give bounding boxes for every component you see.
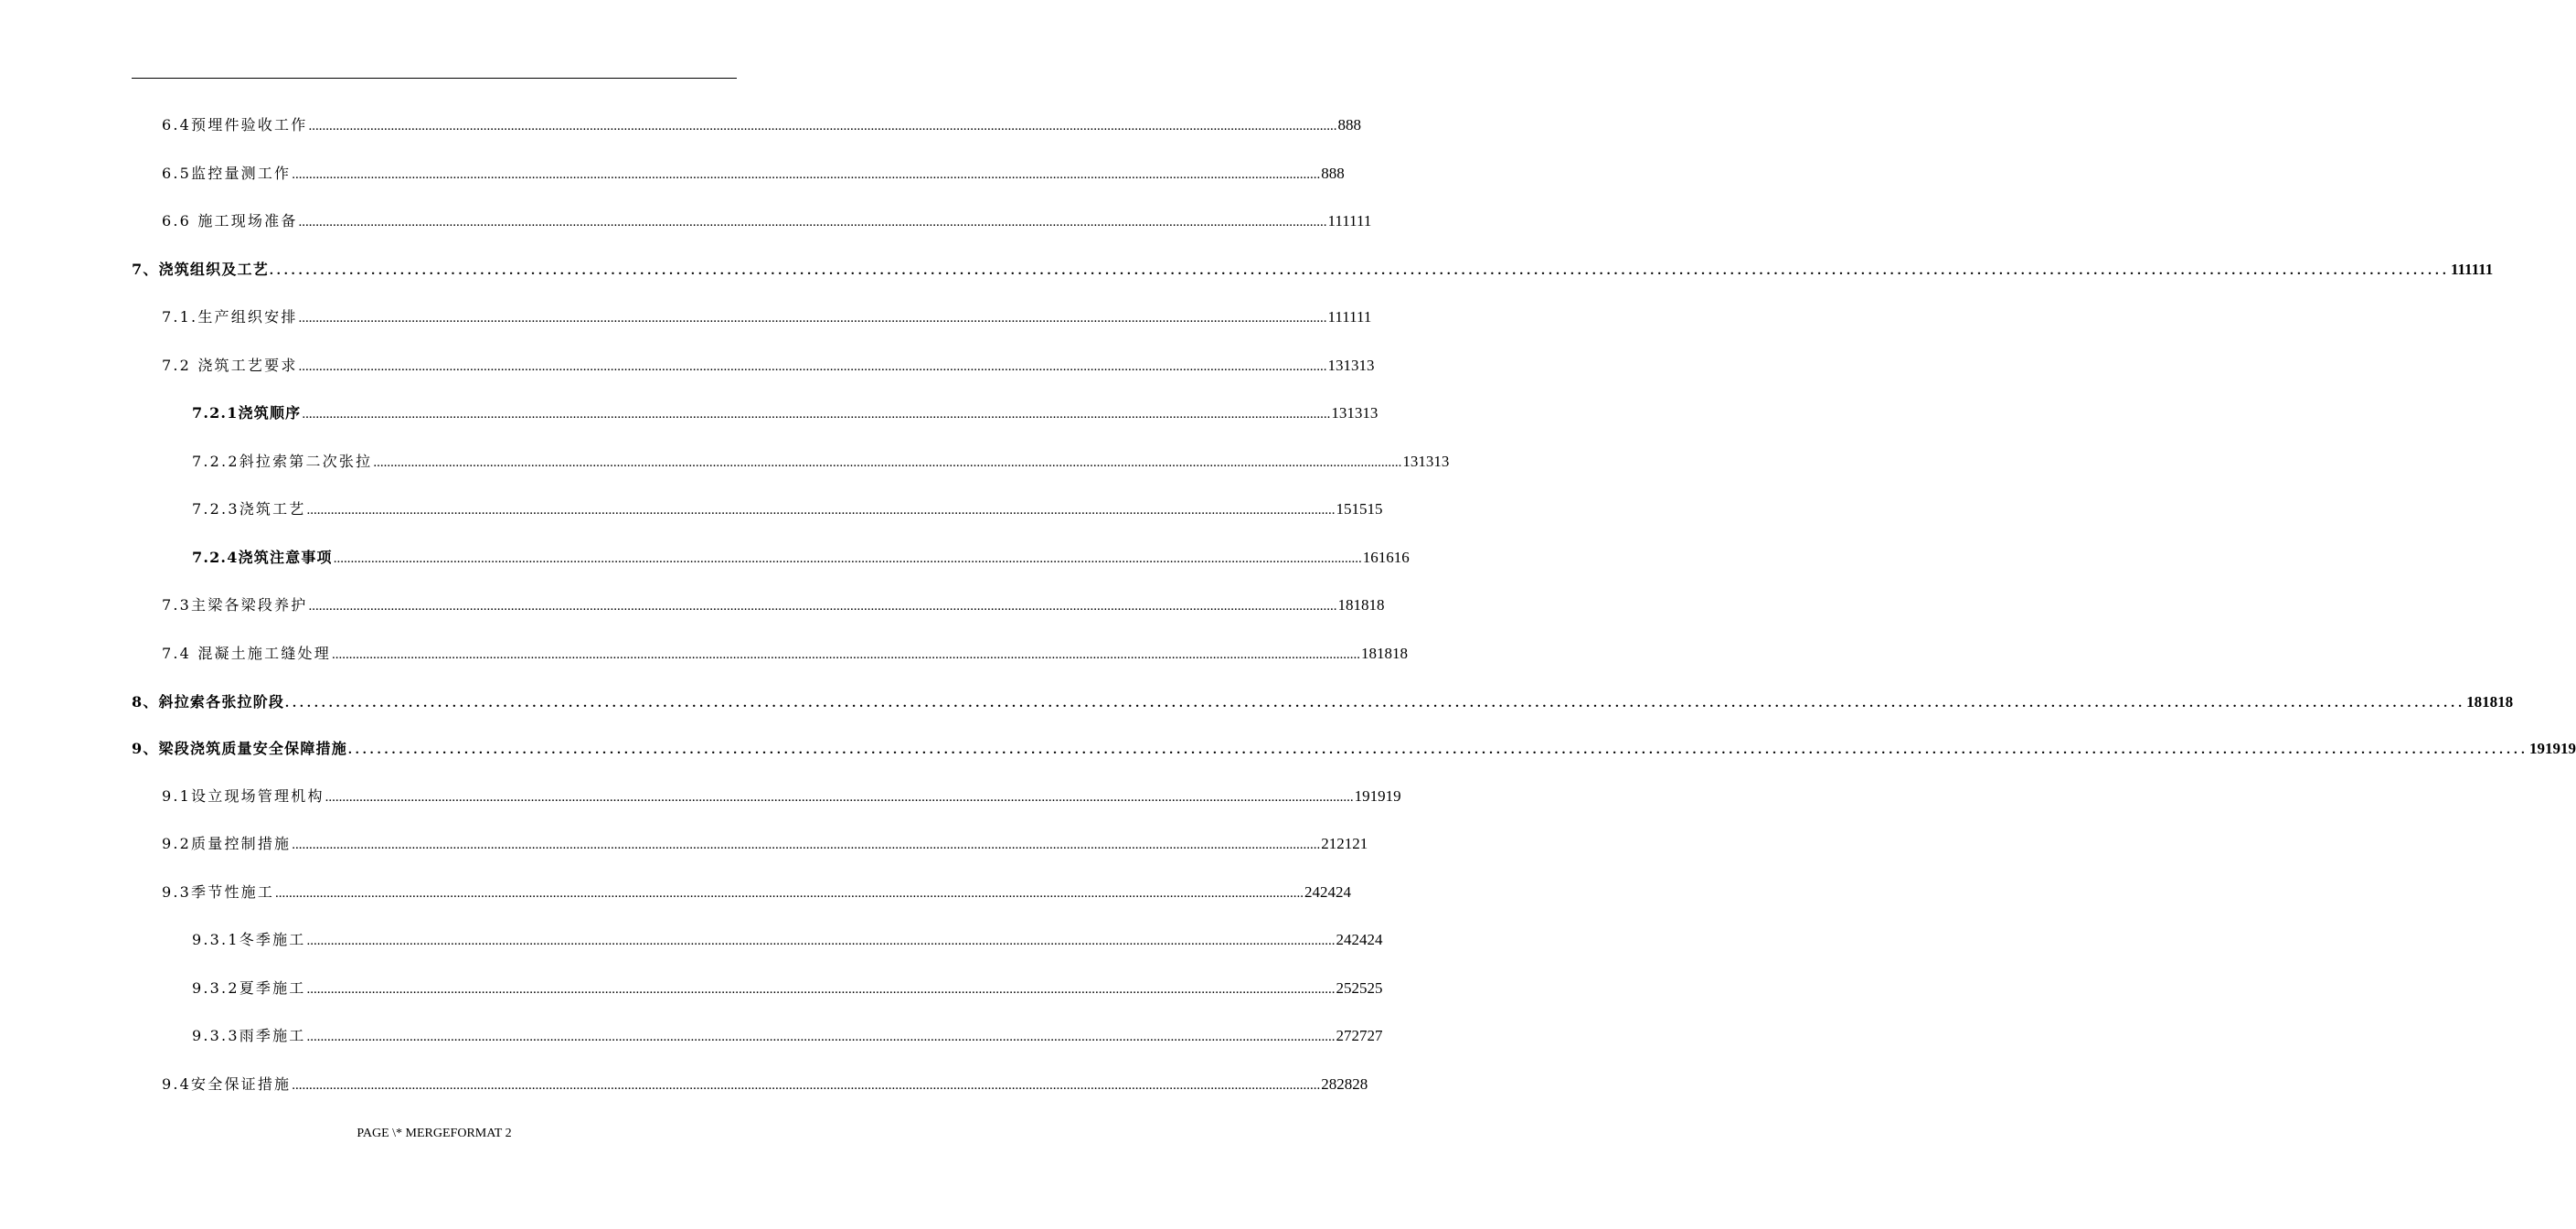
dot-leader: ............................................................................................................................................................................................................................................................................................................: [331, 647, 1360, 662]
toc-entry-6-5[interactable]: [162, 164, 1345, 185]
dot-leader: ............................................................................................................................................................................................................................................................................................................: [285, 696, 2466, 711]
toc-entry-7-2-4[interactable]: [192, 548, 1410, 569]
toc-page-number: 191919: [1354, 787, 1401, 805]
dot-leader: ............................................................................................................................................................................................................................................................................................................: [298, 359, 1327, 374]
toc-entry-6-6[interactable]: [162, 211, 1372, 232]
toc-page-number: 131313: [1331, 404, 1378, 422]
header-rule: [132, 78, 737, 79]
toc-entry-7-2-3[interactable]: [192, 499, 1383, 520]
dot-leader: ............................................................................................................................................................................................................................................................................................................: [325, 790, 1354, 805]
toc-page-number: 111111: [1327, 308, 1372, 326]
toc-page-number: 181818: [1337, 596, 1385, 614]
toc-entry-7-2-1[interactable]: [192, 403, 1378, 424]
dot-leader: ............................................................................................................................................................................................................................................................................................................: [292, 167, 1321, 182]
toc-label: 7.1.生产组织安排: [162, 308, 298, 326]
toc-page-number: 272727: [1336, 1027, 1383, 1044]
toc-page-number: 131313: [1327, 357, 1375, 374]
dot-leader: ............................................................................................................................................................................................................................................................................................................: [306, 982, 1336, 997]
dot-leader: ............................................................................................................................................................................................................................................................................................................: [298, 215, 1327, 230]
dot-leader: ............................................................................................................................................................................................................................................................................................................: [306, 1030, 1336, 1044]
toc-entry-9-3-2[interactable]: [192, 978, 1383, 999]
dot-leader: ............................................................................................................................................................................................................................................................................................................: [308, 599, 1337, 614]
toc-label: 9.3季节性施工: [162, 883, 275, 901]
toc-label: 7.2.2斜拉索第二次张拉: [192, 453, 373, 470]
toc-label: 8、斜拉索各张拉阶段: [132, 693, 285, 711]
dot-leader: ............................................................................................................................................................................................................................................................................................................: [373, 455, 1402, 470]
toc-entry-7-2[interactable]: [162, 356, 1375, 377]
toc-page-number: 181818: [1360, 645, 1408, 662]
toc-entry-7-4[interactable]: [162, 644, 1408, 665]
dot-leader: ............................................................................................................................................................................................................................................................................................................: [306, 503, 1336, 518]
toc-page-number: 161616: [1362, 549, 1410, 566]
toc-label: 7、浇筑组织及工艺: [132, 261, 269, 278]
toc-entry-9-3-1[interactable]: [192, 930, 1383, 951]
dot-leader: ............................................................................................................................................................................................................................................................................................................: [269, 263, 2450, 278]
toc-page-number: 888: [1337, 116, 1361, 134]
toc-page-number: 888: [1321, 165, 1345, 182]
dot-leader: ............................................................................................................................................................................................................................................................................................................: [308, 119, 1337, 134]
toc-entry-9-3-3[interactable]: [192, 1026, 1383, 1047]
toc-entry-6-4[interactable]: [162, 115, 1361, 136]
toc-label: 7.2.4浇筑注意事项: [192, 549, 333, 566]
toc-entry-8[interactable]: [132, 692, 2514, 713]
toc-entry-9-3[interactable]: [162, 882, 1352, 903]
toc-page-number: 111111: [1327, 212, 1372, 230]
toc-label: 7.2 浇筑工艺要求: [162, 357, 298, 374]
dot-leader: ............................................................................................................................................................................................................................................................................................................: [347, 743, 2528, 757]
toc-page-number: 242424: [1304, 883, 1352, 901]
toc-label: 7.3主梁各梁段养护: [162, 596, 308, 614]
toc-entry-7[interactable]: [132, 260, 2494, 281]
toc-page-number: 282828: [1321, 1075, 1368, 1093]
toc-entry-9-4[interactable]: [162, 1074, 1368, 1095]
dot-leader: ............................................................................................................................................................................................................................................................................................................: [298, 311, 1327, 326]
toc-label: 9.2质量控制措施: [162, 835, 292, 852]
page-footer: PAGE \* MERGEFORMAT 2: [357, 1127, 512, 1140]
toc-page-number: 181818: [2466, 693, 2514, 711]
toc-label: 9.3.3雨季施工: [192, 1027, 306, 1044]
toc-label: 7.2.3浇筑工艺: [192, 500, 306, 518]
toc-label: 9.1设立现场管理机构: [162, 787, 325, 805]
toc-label: 6.4预埋件验收工作: [162, 116, 308, 134]
toc-label: 9、梁段浇筑质量安全保障措施: [132, 740, 347, 757]
toc-page-number: 131313: [1402, 453, 1450, 470]
toc-label: 9.4安全保证措施: [162, 1075, 292, 1093]
dot-leader: ............................................................................................................................................................................................................................................................................................................: [292, 1078, 1321, 1093]
toc-page-number: 252525: [1336, 979, 1383, 997]
toc-page-number: 111111: [2450, 261, 2494, 278]
toc-page-number: 151515: [1336, 500, 1383, 518]
toc-label: 7.4 混凝土施工缝处理: [162, 645, 331, 662]
toc-label: 9.3.1冬季施工: [192, 931, 306, 948]
toc-label: 7.2.1浇筑顺序: [192, 404, 302, 422]
toc-page-number: 191919: [2528, 740, 2576, 757]
toc-entry-9-2[interactable]: [162, 834, 1368, 855]
dot-leader: ............................................................................................................................................................................................................................................................................................................: [302, 407, 1331, 422]
dot-leader: ............................................................................................................................................................................................................................................................................................................: [275, 886, 1304, 901]
toc-entry-7-1[interactable]: [162, 307, 1372, 328]
toc-page-number: 242424: [1336, 931, 1383, 948]
toc-entry-7-3[interactable]: [162, 595, 1385, 616]
dot-leader: ............................................................................................................................................................................................................................................................................................................: [292, 838, 1321, 852]
dot-leader: ............................................................................................................................................................................................................................................................................................................: [333, 551, 1362, 566]
toc-entry-7-2-2[interactable]: [192, 452, 1450, 473]
toc-label: 6.5监控量测工作: [162, 165, 292, 182]
toc-entry-9-1[interactable]: [162, 786, 1401, 807]
toc-page-number: 212121: [1321, 835, 1368, 852]
toc-entry-9[interactable]: [132, 739, 2576, 760]
toc-label: 6.6 施工现场准备: [162, 212, 298, 230]
dot-leader: ............................................................................................................................................................................................................................................................................................................: [306, 934, 1336, 948]
toc-label: 9.3.2夏季施工: [192, 979, 306, 997]
